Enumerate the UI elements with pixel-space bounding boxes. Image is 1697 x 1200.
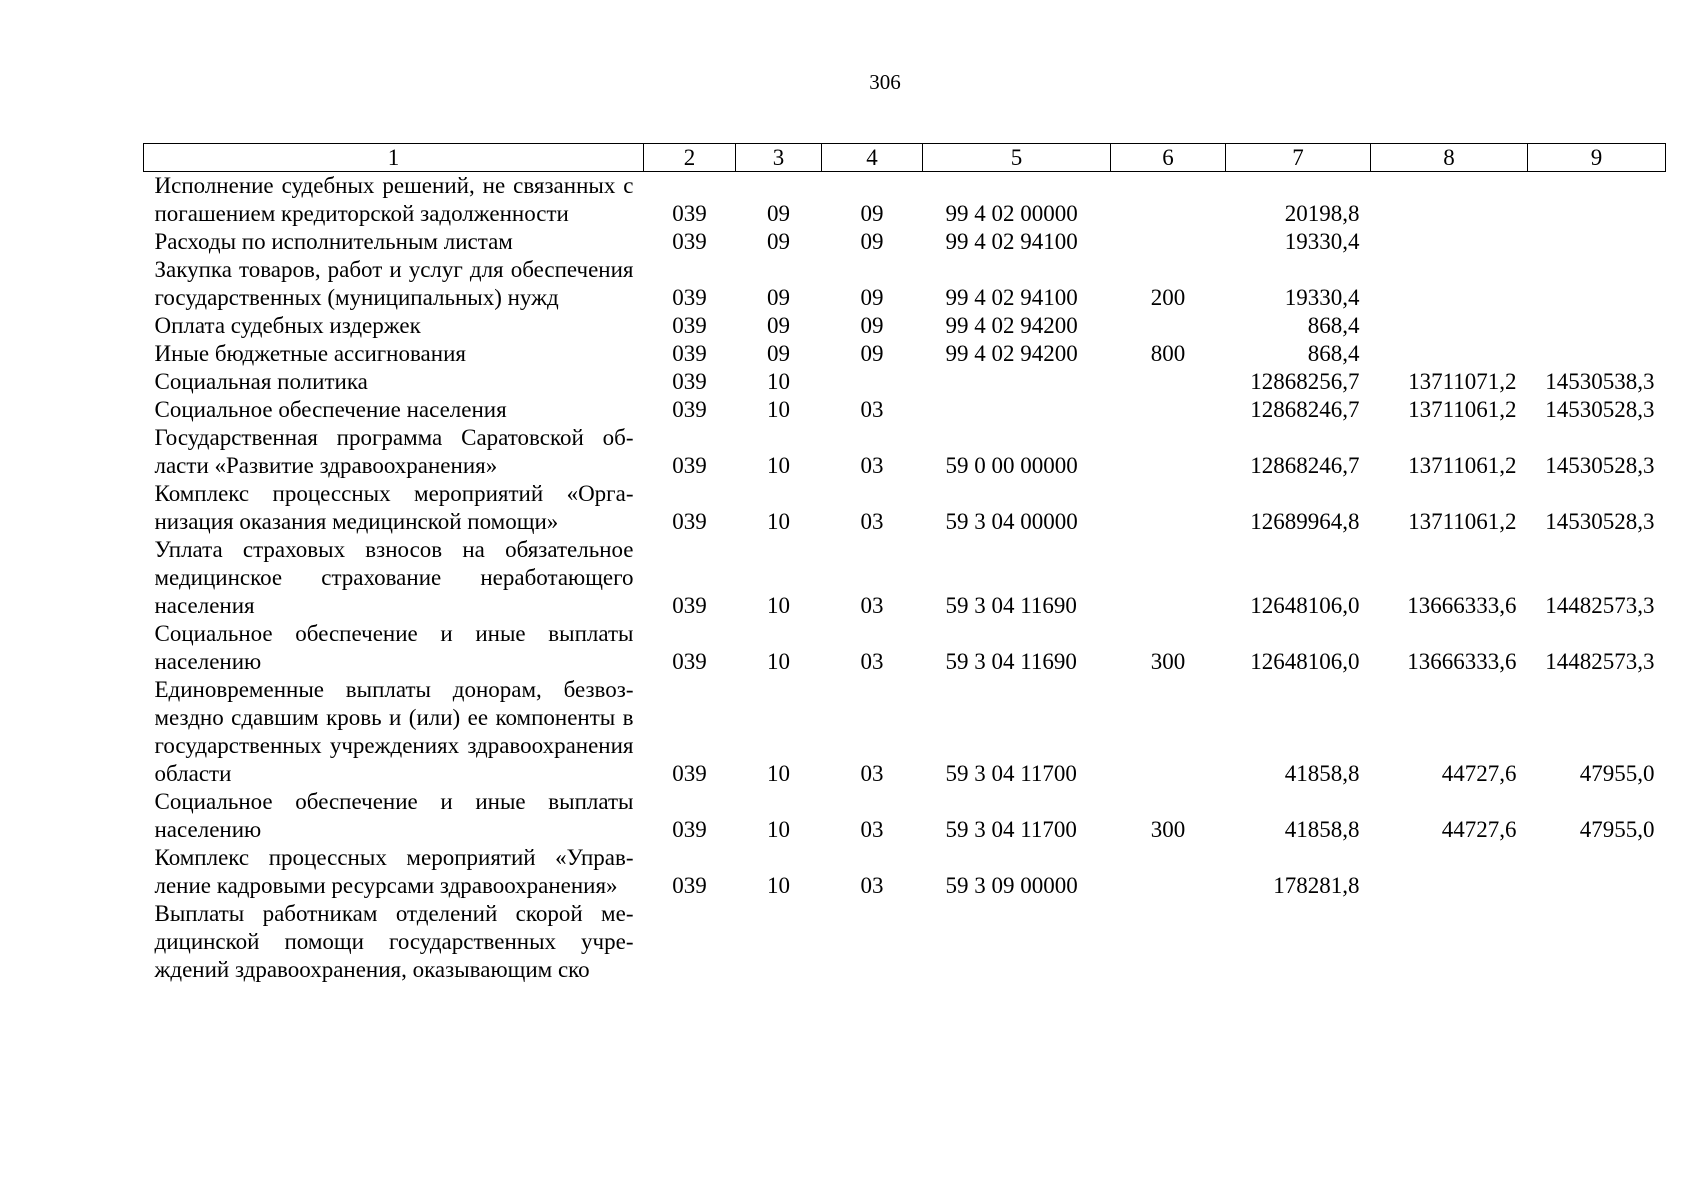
row-name-cell: Уплата страховых взносов на обязательное медицинское страхование неработающего населения bbox=[154, 537, 634, 618]
section-cell: 10 bbox=[767, 509, 790, 534]
column-header: 3 bbox=[736, 144, 822, 172]
subsection-cell: 03 bbox=[860, 761, 884, 786]
amount-col7-cell: 12868256,7 bbox=[1250, 369, 1360, 394]
admin-code-cell: 039 bbox=[672, 397, 707, 422]
table-row bbox=[144, 424, 1666, 480]
target-article-cell: 99 4 02 94100 bbox=[945, 229, 1078, 254]
amount-col9-cell bbox=[1528, 900, 1666, 984]
column-header: 9 bbox=[1528, 144, 1666, 172]
expense-type-cell bbox=[1111, 396, 1226, 424]
expense-type-cell: 300 bbox=[1150, 649, 1186, 674]
subsection-cell: 03 bbox=[860, 453, 884, 478]
row-name-cell: Комплекс процессных мероприятий «Организация оказания медицинской помощи» bbox=[154, 481, 634, 534]
amount-col9-cell: 47955,0 bbox=[1579, 761, 1655, 786]
admin-code-cell: 039 bbox=[672, 817, 707, 842]
target-article-cell: 99 4 02 94200 bbox=[945, 341, 1078, 366]
target-article-cell bbox=[923, 900, 1111, 984]
amount-col8-cell: 13711061,2 bbox=[1408, 509, 1517, 534]
amount-col9-cell: 47955,0 bbox=[1579, 817, 1655, 842]
subsection-cell: 03 bbox=[860, 397, 884, 422]
target-article-cell: 59 0 00 00000 bbox=[945, 453, 1078, 478]
target-article-cell: 59 3 04 11690 bbox=[945, 649, 1077, 674]
amount-col7-cell: 19330,4 bbox=[1284, 229, 1360, 254]
admin-code-cell: 039 bbox=[672, 509, 707, 534]
section-cell: 10 bbox=[767, 369, 790, 394]
amount-col8-cell bbox=[1371, 900, 1528, 984]
section-cell: 10 bbox=[767, 873, 790, 898]
target-article-cell: 99 4 02 00000 bbox=[945, 201, 1078, 226]
amount-col7-cell bbox=[1226, 900, 1371, 984]
row-name-cell: Государственная программа Саратовской области «Развитие здравоохранения» bbox=[154, 425, 634, 478]
section-cell: 10 bbox=[767, 817, 790, 842]
section-cell: 09 bbox=[767, 229, 790, 254]
amount-col8-cell bbox=[1371, 256, 1528, 312]
section-cell: 09 bbox=[767, 341, 790, 366]
amount-col9-cell: 14482573,3 bbox=[1545, 649, 1655, 674]
row-name-cell: Выплаты работникам отделений скорой медицинской помощи государственных учреждений здравоохранения, оказывающим ско bbox=[154, 901, 634, 982]
expense-type-cell bbox=[1111, 536, 1226, 620]
subsection-cell bbox=[822, 900, 923, 984]
amount-col8-cell bbox=[1371, 340, 1528, 368]
column-header: 6 bbox=[1111, 144, 1226, 172]
amount-col7-cell: 12868246,7 bbox=[1250, 453, 1360, 478]
amount-col8-cell: 13666333,6 bbox=[1407, 649, 1517, 674]
amount-col9-cell: 14530528,3 bbox=[1545, 453, 1655, 478]
amount-col9-cell: 14530538,3 bbox=[1545, 369, 1655, 394]
admin-code-cell: 039 bbox=[672, 453, 707, 478]
amount-col8-cell: 13666333,6 bbox=[1407, 593, 1517, 618]
admin-code-cell: 039 bbox=[672, 285, 707, 310]
section-cell: 09 bbox=[767, 201, 790, 226]
section-cell: 09 bbox=[767, 313, 790, 338]
row-name-cell: Иные бюджетные ассигнования bbox=[154, 341, 466, 366]
amount-col9-cell: 14530528,3 bbox=[1545, 397, 1655, 422]
target-article-cell: 99 4 02 94200 bbox=[945, 313, 1078, 338]
target-article-cell: 59 3 04 11700 bbox=[945, 817, 1077, 842]
subsection-cell: 09 bbox=[860, 229, 884, 254]
expense-type-cell: 200 bbox=[1150, 285, 1186, 310]
subsection-cell: 09 bbox=[860, 201, 884, 226]
amount-col9-cell bbox=[1528, 228, 1666, 256]
amount-col8-cell: 44727,6 bbox=[1441, 817, 1517, 842]
subsection-cell: 03 bbox=[860, 873, 884, 898]
admin-code-cell: 039 bbox=[672, 229, 707, 254]
expense-type-cell bbox=[1111, 844, 1226, 900]
subsection-cell: 09 bbox=[860, 313, 884, 338]
budget-table bbox=[143, 143, 1666, 984]
table-row bbox=[144, 368, 1666, 396]
admin-code-cell: 039 bbox=[672, 873, 707, 898]
target-article-cell bbox=[923, 396, 1111, 424]
amount-col9-cell: 14530528,3 bbox=[1545, 509, 1655, 534]
subsection-cell: 09 bbox=[860, 285, 884, 310]
row-name-cell: Исполнение судебных решений, не связанных с погашением кредиторской задолженности bbox=[154, 173, 634, 226]
section-cell: 10 bbox=[767, 397, 790, 422]
admin-code-cell: 039 bbox=[672, 201, 707, 226]
admin-code-cell: 039 bbox=[672, 341, 707, 366]
admin-code-cell: 039 bbox=[672, 369, 707, 394]
amount-col9-cell bbox=[1528, 172, 1666, 229]
column-header: 4 bbox=[822, 144, 923, 172]
amount-col9-cell bbox=[1528, 256, 1666, 312]
amount-col8-cell: 13711071,2 bbox=[1408, 369, 1517, 394]
subsection-cell bbox=[822, 368, 923, 396]
expense-type-cell bbox=[1111, 312, 1226, 340]
admin-code-cell: 039 bbox=[672, 761, 707, 786]
amount-col7-cell: 12868246,7 bbox=[1250, 397, 1360, 422]
table-row bbox=[144, 900, 1666, 984]
section-cell bbox=[736, 900, 822, 984]
table-row bbox=[144, 676, 1666, 788]
section-cell: 10 bbox=[767, 593, 790, 618]
section-cell: 10 bbox=[767, 761, 790, 786]
admin-code-cell: 039 bbox=[672, 649, 707, 674]
target-article-cell: 59 3 04 11690 bbox=[945, 593, 1077, 618]
row-name-cell: Закупка товаров, работ и услуг для обеспечения государственных (муниципальных) нужд bbox=[154, 257, 634, 310]
column-header: 2 bbox=[644, 144, 736, 172]
column-header: 8 bbox=[1371, 144, 1528, 172]
row-name-cell: Расходы по исполнительным листам bbox=[154, 229, 513, 254]
subsection-cell: 03 bbox=[860, 593, 884, 618]
subsection-cell: 09 bbox=[860, 341, 884, 366]
table-row bbox=[144, 788, 1666, 844]
admin-code-cell bbox=[644, 900, 736, 984]
row-name-cell: Социальное обеспечение и иные выплаты населению bbox=[154, 621, 634, 674]
target-article-cell: 59 3 04 11700 bbox=[945, 761, 1077, 786]
admin-code-cell: 039 bbox=[672, 313, 707, 338]
amount-col8-cell: 13711061,2 bbox=[1408, 397, 1517, 422]
amount-col9-cell bbox=[1528, 340, 1666, 368]
table-row bbox=[144, 396, 1666, 424]
row-name-cell: Социальное обеспечение и иные выплаты населению bbox=[154, 789, 634, 842]
amount-col9-cell bbox=[1528, 844, 1666, 900]
table-row bbox=[144, 480, 1666, 536]
expense-type-cell bbox=[1111, 424, 1226, 480]
amount-col7-cell: 20198,8 bbox=[1284, 201, 1360, 226]
amount-col7-cell: 12689964,8 bbox=[1250, 509, 1360, 534]
amount-col8-cell bbox=[1371, 312, 1528, 340]
expense-type-cell: 300 bbox=[1150, 817, 1186, 842]
amount-col7-cell: 12648106,0 bbox=[1250, 649, 1360, 674]
expense-type-cell bbox=[1111, 480, 1226, 536]
amount-col7-cell: 19330,4 bbox=[1284, 285, 1360, 310]
subsection-cell: 03 bbox=[860, 509, 884, 534]
subsection-cell: 03 bbox=[860, 649, 884, 674]
amount-col8-cell bbox=[1371, 844, 1528, 900]
target-article-cell: 59 3 04 00000 bbox=[945, 509, 1078, 534]
table-row bbox=[144, 228, 1666, 256]
target-article-cell: 59 3 09 00000 bbox=[945, 873, 1078, 898]
amount-col8-cell: 13711061,2 bbox=[1408, 453, 1517, 478]
table-row bbox=[144, 172, 1666, 229]
row-name-cell: Оплата судебных издержек bbox=[154, 313, 421, 338]
amount-col8-cell: 44727,6 bbox=[1441, 761, 1517, 786]
subsection-cell: 03 bbox=[860, 817, 884, 842]
admin-code-cell: 039 bbox=[672, 593, 707, 618]
row-name-cell: Социальная политика bbox=[154, 369, 368, 394]
column-header: 1 bbox=[144, 144, 644, 172]
table-row bbox=[144, 844, 1666, 900]
amount-col7-cell: 178281,8 bbox=[1273, 873, 1360, 898]
amount-col7-cell: 41858,8 bbox=[1284, 817, 1360, 842]
row-name-cell: Социальное обеспечение населения bbox=[154, 397, 507, 422]
row-name-cell: Комплекс процессных мероприятий «Управление кадровыми ресурсами здравоохранения» bbox=[154, 845, 634, 898]
amount-col7-cell: 41858,8 bbox=[1284, 761, 1360, 786]
column-header: 7 bbox=[1226, 144, 1371, 172]
amount-col9-cell: 14482573,3 bbox=[1545, 593, 1655, 618]
section-cell: 10 bbox=[767, 649, 790, 674]
expense-type-cell bbox=[1111, 368, 1226, 396]
amount-col7-cell: 868,4 bbox=[1307, 341, 1360, 366]
expense-type-cell bbox=[1111, 676, 1226, 788]
expense-type-cell bbox=[1111, 228, 1226, 256]
column-header: 5 bbox=[923, 144, 1111, 172]
table-row bbox=[144, 256, 1666, 312]
amount-col7-cell: 868,4 bbox=[1307, 313, 1360, 338]
amount-col8-cell bbox=[1371, 172, 1528, 229]
amount-col8-cell bbox=[1371, 228, 1528, 256]
expense-type-cell bbox=[1111, 900, 1226, 984]
row-name-cell: Единовременные выплаты донорам, безвозмездно сдавшим кровь и (или) ее компоненты в государственных учреждениях здравоохранения области bbox=[154, 677, 634, 786]
table-header-row bbox=[144, 144, 1666, 172]
target-article-cell bbox=[923, 368, 1111, 396]
amount-col9-cell bbox=[1528, 312, 1666, 340]
table-row bbox=[144, 536, 1666, 620]
table-body bbox=[144, 172, 1666, 985]
amount-col7-cell: 12648106,0 bbox=[1250, 593, 1360, 618]
section-cell: 09 bbox=[767, 285, 790, 310]
page-number: 306 bbox=[869, 70, 901, 94]
table-row bbox=[144, 340, 1666, 368]
section-cell: 10 bbox=[767, 453, 790, 478]
table-row bbox=[144, 312, 1666, 340]
expense-type-cell bbox=[1111, 172, 1226, 229]
expense-type-cell: 800 bbox=[1150, 341, 1186, 366]
target-article-cell: 99 4 02 94100 bbox=[945, 285, 1078, 310]
table-row bbox=[144, 620, 1666, 676]
